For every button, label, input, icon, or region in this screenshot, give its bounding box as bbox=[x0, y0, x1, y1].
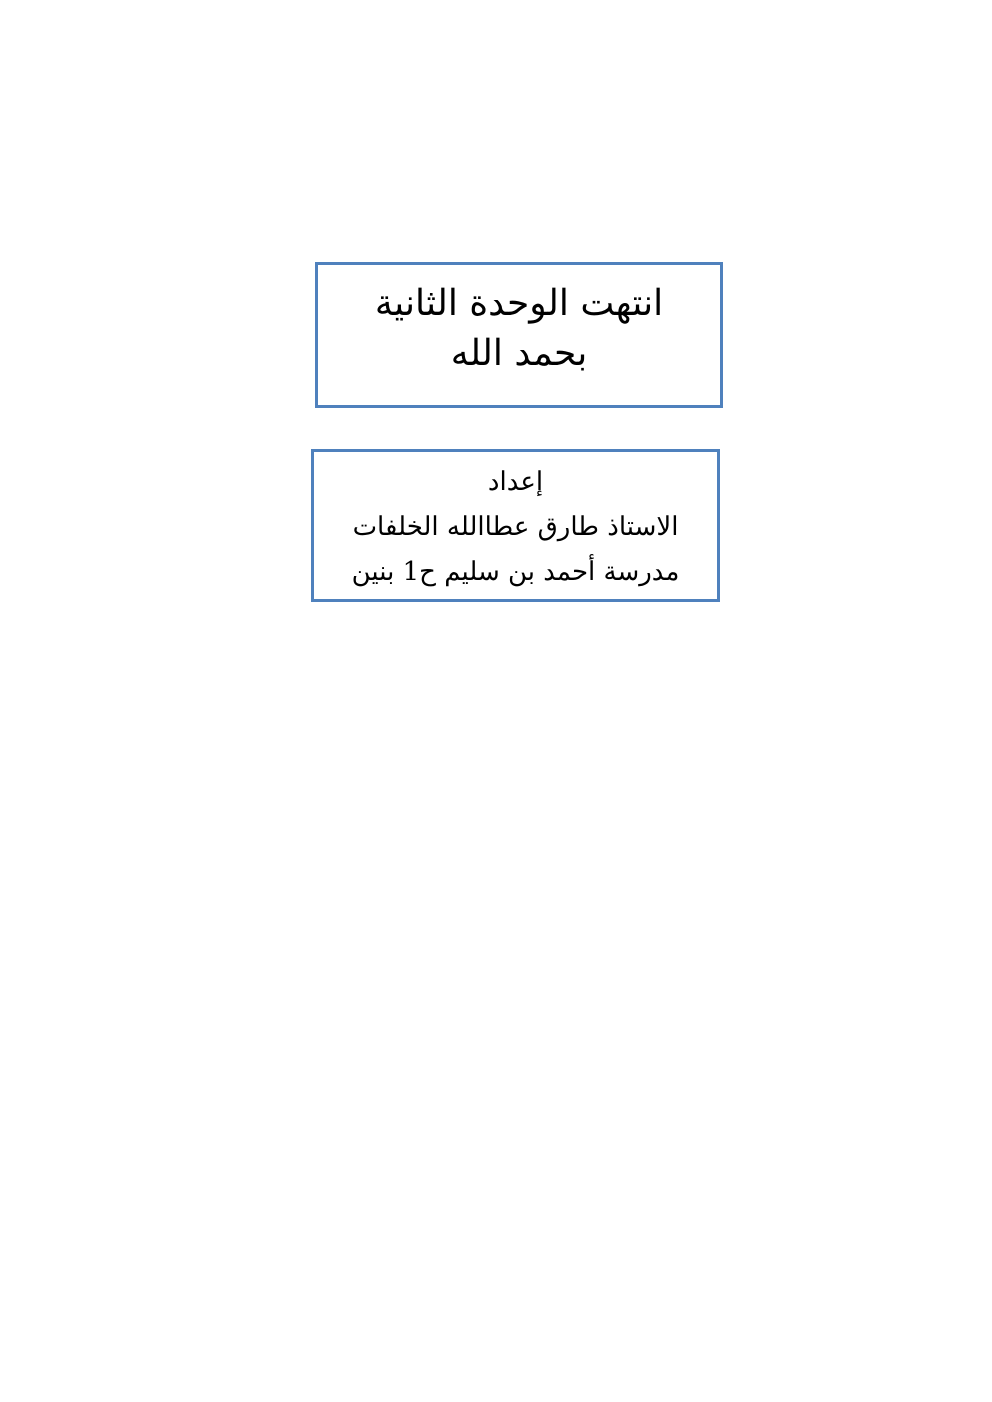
school-name: مدرسة أحمد بن سليم ح1 بنين bbox=[351, 557, 680, 587]
praise-line: بحمد الله bbox=[450, 333, 588, 374]
unit-end-box bbox=[315, 262, 723, 408]
prepared-by-label: إعداد bbox=[487, 467, 544, 497]
unit-end-title: انتهت الوحدة الثانية bbox=[374, 283, 664, 324]
credits-box bbox=[311, 449, 720, 602]
author-name: الاستاذ طارق عطاالله الخلفات bbox=[352, 512, 679, 542]
